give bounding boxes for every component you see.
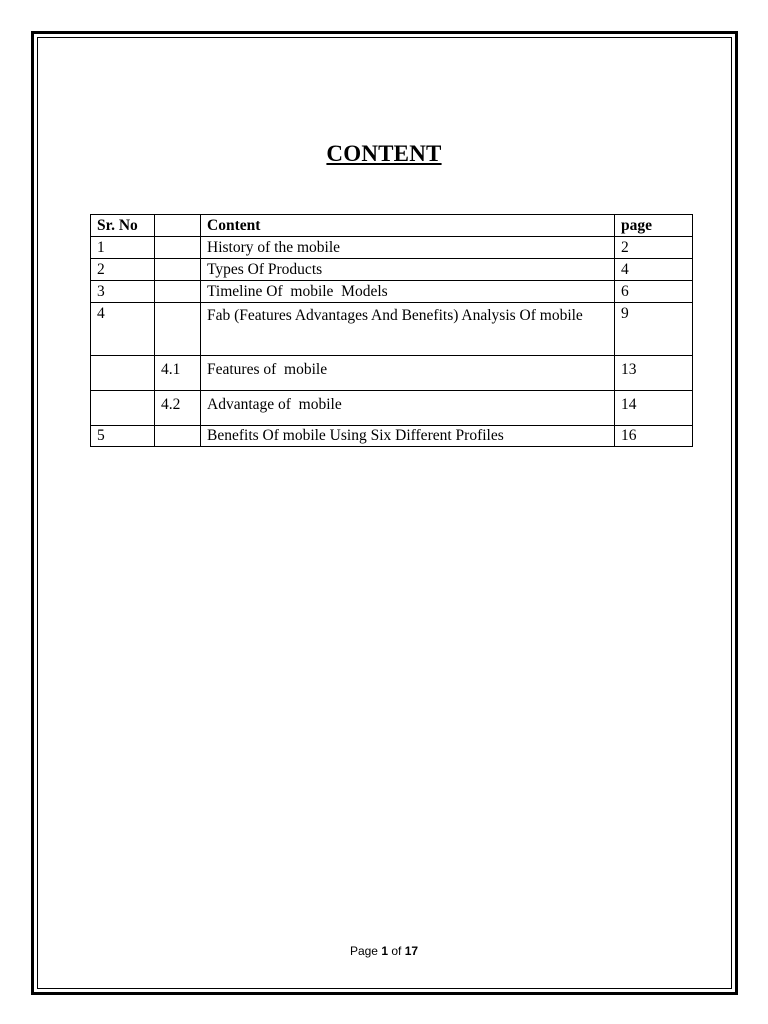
cell-content: Types Of Products: [201, 259, 615, 281]
table-row: [91, 303, 693, 356]
cell-sr: [91, 356, 155, 391]
cell-sr: [91, 391, 155, 426]
table-row: [91, 259, 693, 281]
header-sr-no: Sr. No: [91, 215, 155, 237]
footer-prefix: Page: [349, 944, 382, 958]
table-row: [91, 237, 693, 259]
table-header-row: [91, 215, 693, 237]
cell-sub: [155, 303, 201, 356]
cell-content: Timeline Of mobile Models: [201, 281, 615, 303]
cell-sr: 1: [91, 237, 155, 259]
cell-sr: 3: [91, 281, 155, 303]
footer-total-pages: 17: [404, 944, 419, 958]
header-sub: [155, 215, 201, 237]
cell-page: 16: [615, 426, 693, 447]
cell-sub: [155, 426, 201, 447]
cell-page: 2: [615, 237, 693, 259]
cell-content: Features of mobile: [201, 356, 615, 391]
cell-content: Benefits Of mobile Using Six Different Profiles: [201, 426, 615, 447]
cell-content: Fab (Features Advantages And Benefits) Analysis Of mobile: [201, 303, 615, 356]
table-row: [91, 426, 693, 447]
cell-sr: 2: [91, 259, 155, 281]
header-page: page: [615, 215, 693, 237]
page-title: CONTENT: [326, 141, 442, 166]
footer-current-page: 1: [381, 944, 388, 958]
cell-page: 9: [615, 303, 693, 356]
contents-table: [90, 214, 693, 447]
table-row: [91, 391, 693, 426]
cell-sr: 5: [91, 426, 155, 447]
cell-page: 13: [615, 356, 693, 391]
page-border-inner: [37, 37, 732, 989]
cell-sr: 4: [91, 303, 155, 356]
table-row: [91, 356, 693, 391]
cell-sub: [155, 259, 201, 281]
cell-sub: 4.1: [155, 356, 201, 391]
table-row: [91, 281, 693, 303]
cell-page: 14: [615, 391, 693, 426]
cell-content: History of the mobile: [201, 237, 615, 259]
footer-middle: of: [388, 944, 405, 958]
cell-sub: 4.2: [155, 391, 201, 426]
header-content: Content: [201, 215, 615, 237]
cell-page: 4: [615, 259, 693, 281]
cell-sub: [155, 237, 201, 259]
cell-content: Advantage of mobile: [201, 391, 615, 426]
cell-page: 6: [615, 281, 693, 303]
page-footer: [0, 944, 768, 958]
cell-sub: [155, 281, 201, 303]
